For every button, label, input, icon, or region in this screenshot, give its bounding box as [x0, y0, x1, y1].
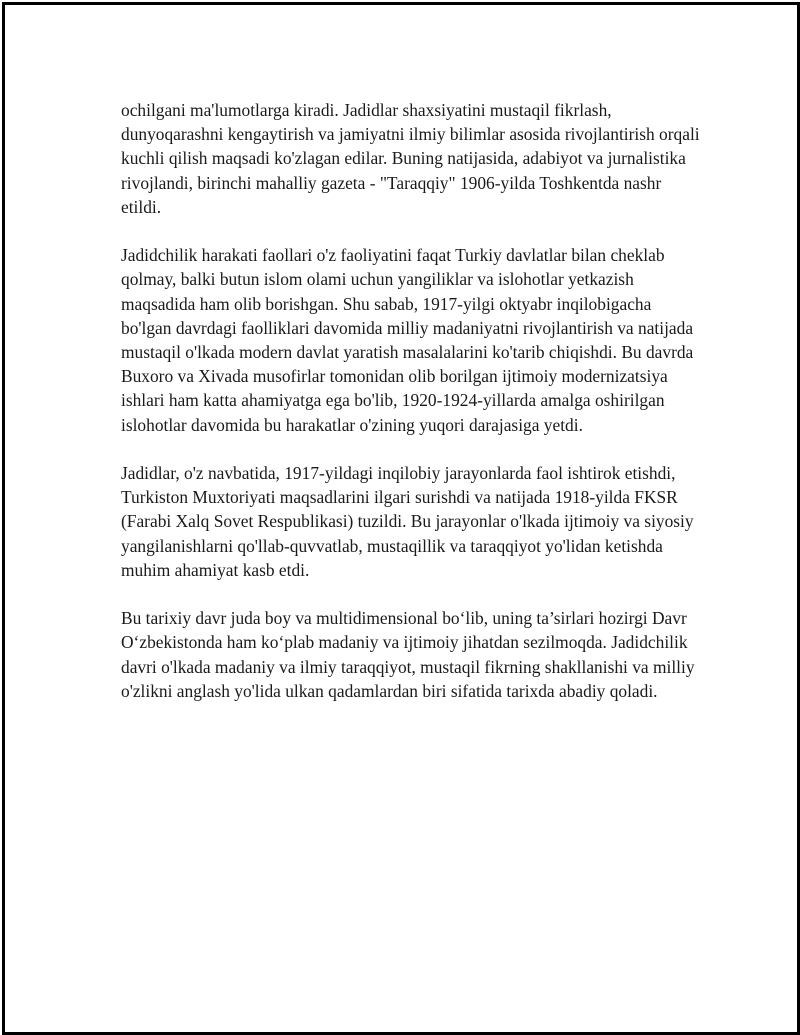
page-frame: [2, 2, 800, 1035]
document-body: [121, 98, 701, 727]
paragraph-3: Jadidlar, o'z navbatida, 1917-yildagi inqilobiy jarayonlarda faol ishtirok etishdi, Turkiston Muxtoriyati maqsadlarini ilgari surishdi va natijada 1918-yilda FKSR (Farabi Xalq Sovet Respublikasi) tuzildi. Bu jarayonlar o'lkada ijtimoiy va siyosiy yangilanishlarni qo'llab-quvvatlab, mustaqillik va taraqqiyot yo'lidan ketishda muhim ahamiyat kasb etdi.: [121, 463, 694, 580]
paragraph-1: ochilgani ma'lumotlarga kiradi. Jadidlar shaxsiyatini mustaqil fikrlash, dunyoqarashni kengaytirish va jamiyatni ilmiy bilimlar asosida rivojlantirish orqali kuchli qilish maqsadi ko'zlagan edilar. Buning natijasida, adabiyot va jurnalistika rivojlandi, birinchi mahalliy gazeta - "Taraqqiy" 1906-yilda Toshkentda nashr etildi.: [121, 100, 700, 217]
paragraph-2: Jadidchilik harakati faollari o'z faoliyatini faqat Turkiy davlatlar bilan cheklab qolmay, balki butun islom olami uchun yangiliklar va islohotlar yetkazish maqsadida ham olib borishgan. Shu sabab, 1917-yilgi oktyabr inqilobigacha bo'lgan davrdagi faolliklari davomida milliy madaniyatni rivojlantirish va natijada mustaqil o'lkada modern davlat yaratish masalalarini ko'tarib chiqishdi. Bu davrda Buxoro va Xivada musofirlar tomonidan olib borilgan ijtimoiy modernizatsiya ishlari ham katta ahamiyatga ega bo'lib, 1920-1924-yillarda amalga oshirilgan islohotlar davomida bu harakatlar o'zining yuqori darajasiga yetdi.: [121, 245, 694, 435]
paragraph-4: Bu tarixiy davr juda boy va multidimensional bo‘lib, uning ta’sirlari hozirgi Davr O‘zbekistonda ham ko‘plab madaniy va ijtimoiy jihatdan sezilmoqda. Jadidchilik davri o'lkada madaniy va ilmiy taraqqiyot, mustaqil fikrning shakllanishi va milliy o'zlikni anglash yo'lida ulkan qadamlardan biri sifatida tarixda abadiy qoladi.: [121, 608, 695, 701]
